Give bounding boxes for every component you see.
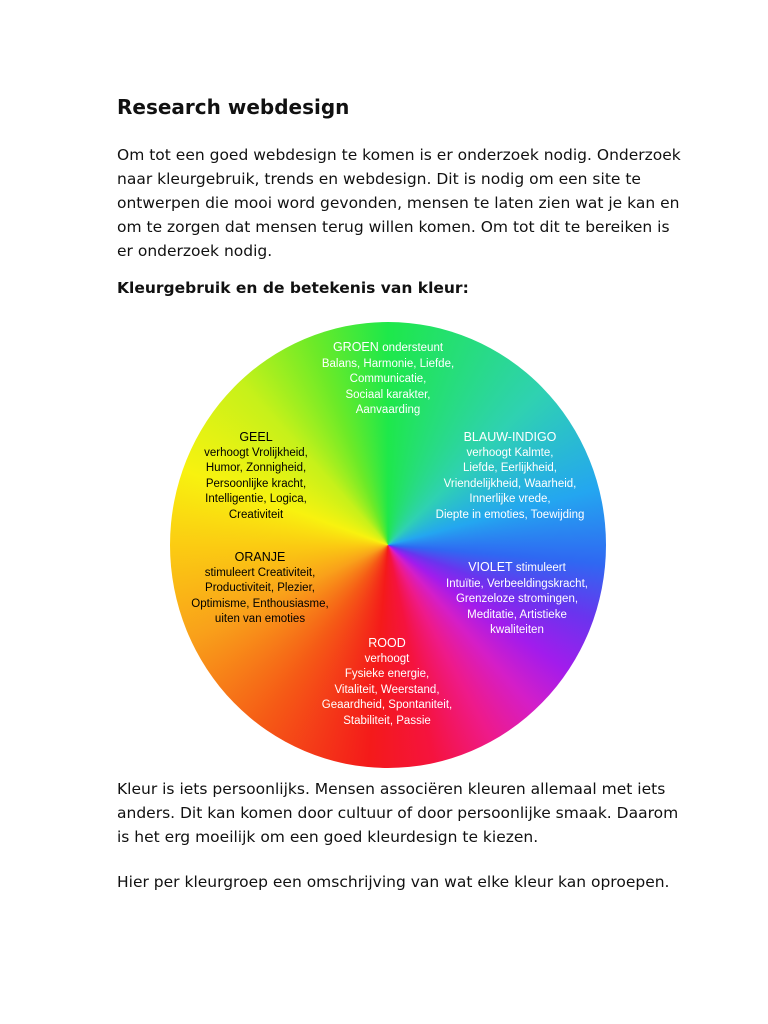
intro-line: om te zorgen dat mensen terug willen komen. Om tot dit te bereiken is — [117, 218, 670, 236]
oranje-name: ORANJE — [234, 550, 286, 564]
rood-line: Vitaliteit, Weerstand, — [334, 683, 440, 696]
body-line: anders. Dit kan komen door cultuur of door persoonlijke smaak. Daarom — [117, 804, 679, 822]
oranje-line: Productiviteit, Plezier, — [205, 582, 315, 594]
rood-line: Fysieke energie, — [344, 668, 430, 680]
violet-line: Meditatie, Artistieke — [467, 608, 567, 621]
violet-line: kwaliteiten — [490, 624, 544, 636]
wheel-heading-groen — [322, 340, 454, 357]
wheel-label-blauw — [436, 430, 585, 523]
intro-line: naar kleurgebruik, trends en webdesign. Dit is nodig om een site te — [117, 170, 641, 188]
closing-paragraph — [117, 870, 669, 894]
intro-line: er onderzoek nodig. — [117, 242, 273, 260]
rood-line: Geaardheid, Spontaniteit, — [321, 699, 453, 711]
wheel-label-violet — [446, 560, 588, 639]
violet-name: VIOLET — [468, 560, 513, 574]
groen-verb: ondersteunt — [382, 342, 444, 354]
groen-name: GROEN — [332, 340, 379, 354]
page-title: Research webdesign — [117, 95, 350, 119]
blauw-line: Diepte in emoties, Toewijding — [435, 508, 585, 521]
body-line: is het erg moeilijk om een goed kleurdesign te kiezen. — [117, 828, 539, 846]
color-wheel-figure — [170, 322, 606, 768]
wheel-label-oranje — [191, 550, 328, 628]
oranje-line: stimuleert Creativiteit, — [204, 566, 316, 579]
violet-line: Intuïtie, Verbeeldingskracht, — [446, 577, 588, 590]
groen-line: Aanvaarding — [355, 404, 421, 416]
body-paragraph — [117, 777, 678, 849]
rood-line: Stabiliteit, Passie — [343, 714, 431, 727]
wheel-heading-violet — [446, 560, 588, 577]
wheel-label-rood — [322, 636, 452, 729]
oranje-line: Optimisme, Enthousiasme, — [191, 597, 329, 610]
violet-verb: stimuleert — [515, 562, 566, 574]
geel-name: GEEL — [239, 430, 273, 444]
blauw-name: BLAUW-INDIGO — [463, 430, 557, 444]
wheel-label-groen — [322, 340, 454, 419]
section-subheading: Kleurgebruik en de betekenis van kleur: — [117, 279, 469, 297]
body-line: Kleur is iets persoonlijks. Mensen associëren kleuren allemaal met iets — [117, 780, 666, 798]
closing-line: Hier per kleurgroep een omschrijving van wat elke kleur kan oproepen. — [117, 873, 670, 891]
groen-line: Balans, Harmonie, Liefde, — [321, 357, 455, 370]
oranje-line: uiten van emoties — [214, 613, 306, 625]
rood-line: verhoogt — [364, 652, 410, 665]
blauw-line: verhoogt Kalmte, — [466, 446, 554, 459]
geel-line: Intelligentie, Logica, — [205, 493, 307, 505]
geel-line: verhoogt Vrolijkheid, — [204, 446, 308, 459]
blauw-line: Innerlijke vrede, — [469, 493, 551, 505]
geel-line: Creativiteit — [228, 508, 284, 521]
rood-name: ROOD — [368, 636, 406, 650]
intro-paragraph — [117, 143, 681, 263]
geel-line: Persoonlijke kracht, — [205, 477, 307, 490]
geel-line: Humor, Zonnigheid, — [205, 462, 307, 474]
blauw-line: Vriendelijkheid, Waarheid, — [443, 477, 577, 490]
blauw-line: Liefde, Eerlijkheid, — [463, 462, 557, 474]
groen-line: Sociaal karakter, — [345, 388, 431, 401]
intro-line: ontwerpen die mooi word gevonden, mensen te laten zien wat je kan en — [117, 194, 680, 212]
intro-line: Om tot een goed webdesign te komen is er onderzoek nodig. Onderzoek — [117, 146, 681, 164]
violet-line: Grenzeloze stromingen, — [455, 593, 579, 605]
wheel-label-geel — [204, 430, 308, 523]
groen-line: Communicatie, — [349, 373, 427, 385]
